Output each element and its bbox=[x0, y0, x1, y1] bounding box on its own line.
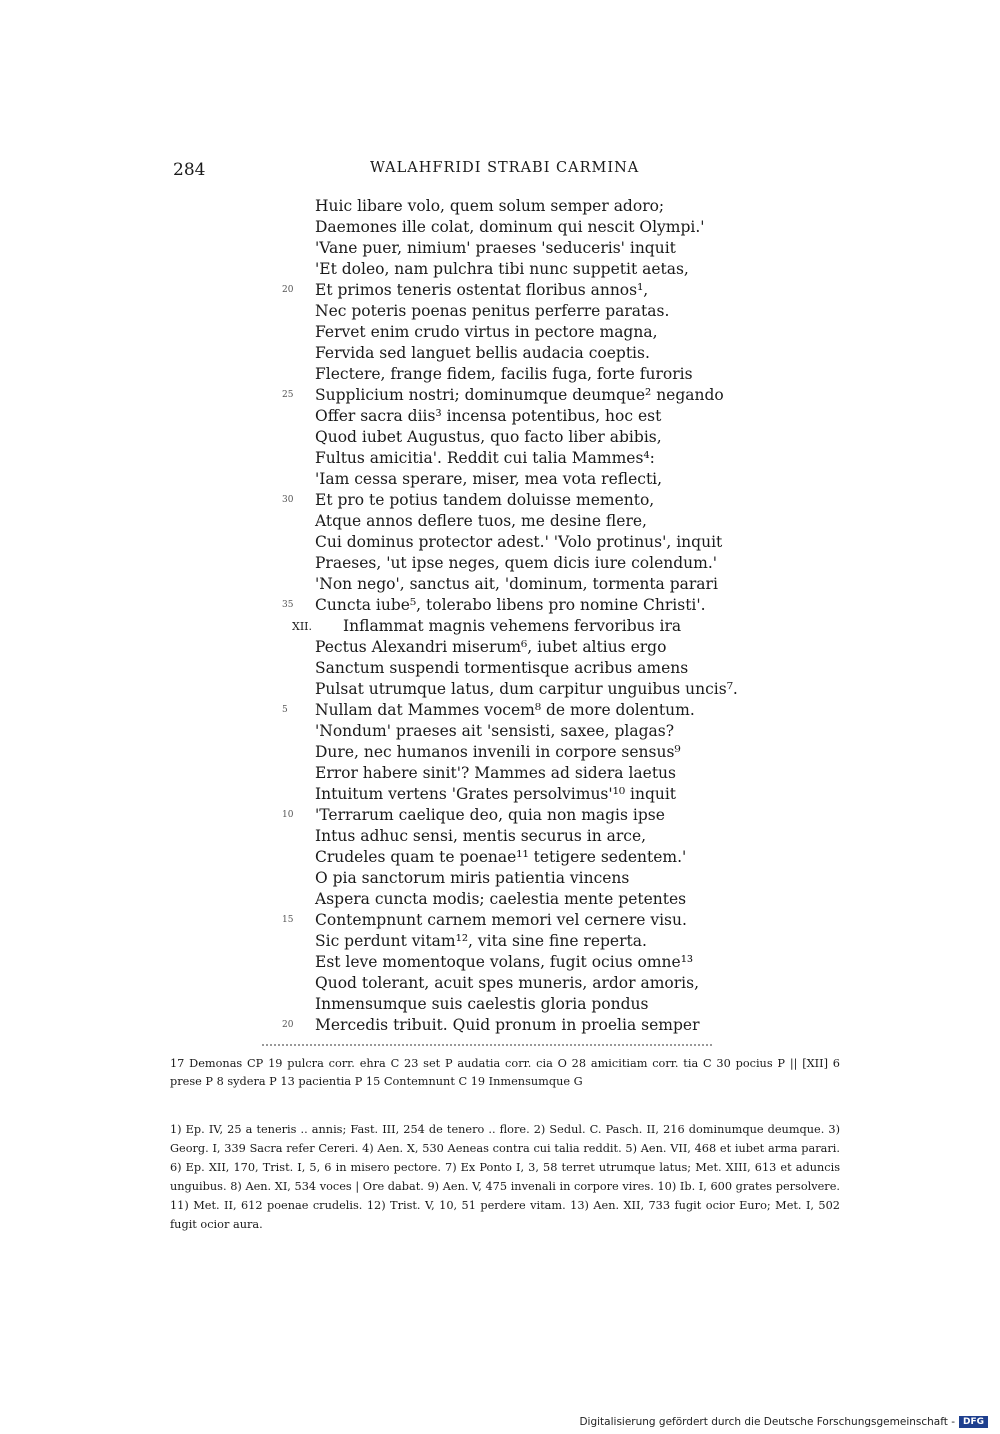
poem-line-text: Supplicium nostri; dominumque deumque² negando bbox=[315, 386, 724, 404]
poem-line bbox=[0, 343, 1000, 364]
line-number: 5 bbox=[282, 705, 288, 715]
poem-line-text: Flectere, frange fidem, facilis fuga, forte furoris bbox=[315, 365, 693, 383]
poem-line-text: O pia sanctorum miris patientia vincens bbox=[315, 869, 630, 887]
poem-line-text: Dure, nec humanos invenili in corpore sensus⁹ bbox=[315, 743, 681, 761]
line-number: 10 bbox=[282, 810, 294, 820]
poem-line-text: Et primos teneris ostentat floribus annos¹, bbox=[315, 281, 649, 299]
poem-line-text: Daemones ille colat, dominum qui nescit Olympi.' bbox=[315, 218, 705, 236]
poem-text bbox=[0, 196, 1000, 1036]
cut-off-line bbox=[262, 1044, 712, 1052]
line-number: 30 bbox=[282, 495, 294, 505]
poem-line-text: Intuitum vertens 'Grates persolvimus'¹⁰ inquit bbox=[315, 785, 677, 803]
poem-line-text: Pulsat utrumque latus, dum carpitur unguibus uncis⁷. bbox=[315, 680, 738, 698]
poem-line bbox=[0, 259, 1000, 280]
poem-line-text: Pectus Alexandri miserum⁶, iubet altius ergo bbox=[315, 638, 667, 656]
poem-line-text: Mercedis tribuit. Quid pronum in proelia semper bbox=[315, 1016, 700, 1034]
poem-line bbox=[0, 952, 1000, 973]
poem-line bbox=[0, 322, 1000, 343]
poem-line-text: Cuncta iube⁵, tolerabo libens pro nomine Christi'. bbox=[315, 596, 706, 614]
poem-line bbox=[0, 574, 1000, 595]
poem-line bbox=[0, 721, 1000, 742]
poem-line bbox=[0, 616, 1000, 637]
poem-line bbox=[0, 385, 1000, 406]
poem-line-text: 'Nondum' praeses ait 'sensisti, saxee, plagas? bbox=[315, 722, 674, 740]
poem-line bbox=[0, 406, 1000, 427]
poem-line-text: Et pro te potius tandem doluisse memento, bbox=[315, 491, 655, 509]
poem-line bbox=[0, 1015, 1000, 1036]
poem-line-text: Cui dominus protector adest.' 'Volo protinus', inquit bbox=[315, 533, 723, 551]
section-number: XII. bbox=[292, 620, 313, 633]
poem-line-text: Sic perdunt vitam¹², vita sine fine reperta. bbox=[315, 932, 647, 950]
poem-line bbox=[0, 994, 1000, 1015]
poem-line bbox=[0, 700, 1000, 721]
line-number: 20 bbox=[282, 285, 294, 295]
poem-line bbox=[0, 931, 1000, 952]
poem-line-text: Fultus amicitia'. Reddit cui talia Mammes⁴: bbox=[315, 449, 655, 467]
line-number: 35 bbox=[282, 600, 294, 610]
apparatus-entries: 17 Demonas CP 19 pulcra corr. ehra C 23 set P audatia corr. cia O 28 amicitiam corr. tia C 30 pocius P || [XII] 6 prese P 8 sydera P 13 pacientia P 15 Contemnunt C 19 Inmensumque G bbox=[170, 1057, 840, 1088]
poem-line bbox=[0, 364, 1000, 385]
poem-line-text: 'Non nego', sanctus ait, 'dominum, tormenta parari bbox=[315, 575, 718, 593]
poem-line bbox=[0, 658, 1000, 679]
dfg-credit bbox=[579, 1416, 988, 1428]
page-number: 284 bbox=[173, 160, 206, 180]
poem-line bbox=[0, 784, 1000, 805]
poem-line-text: Praeses, 'ut ipse neges, quem dicis iure colendum.' bbox=[315, 554, 718, 572]
poem-line-text: Nec poteris poenas penitus perferre paratas. bbox=[315, 302, 670, 320]
poem-line bbox=[0, 637, 1000, 658]
line-number: 15 bbox=[282, 915, 294, 925]
poem-line-text: Error habere sinit'? Mammes ad sidera laetus bbox=[315, 764, 676, 782]
footnotes bbox=[170, 1120, 840, 1234]
poem-line bbox=[0, 469, 1000, 490]
poem-line bbox=[0, 595, 1000, 616]
poem-line-text: Aspera cuncta modis; caelestia mente petentes bbox=[315, 890, 687, 908]
line-number: 25 bbox=[282, 390, 294, 400]
poem-line-text: 'Et doleo, nam pulchra tibi nunc suppetit aetas, bbox=[315, 260, 689, 278]
poem-line-text: Inflammat magnis vehemens fervoribus ira bbox=[343, 617, 682, 635]
dfg-credit-text: Digitalisierung gefördert durch die Deutsche Forschungsgemeinschaft - bbox=[579, 1416, 955, 1428]
running-title: WALAHFRIDI STRABI CARMINA bbox=[370, 160, 640, 176]
poem-line bbox=[0, 805, 1000, 826]
poem-line bbox=[0, 868, 1000, 889]
poem-line bbox=[0, 910, 1000, 931]
poem-line-text: Huic libare volo, quem solum semper adoro; bbox=[315, 197, 665, 215]
poem-line-text: Est leve momentoque volans, fugit ocius omne¹³ bbox=[315, 953, 694, 971]
poem-line-text: Offer sacra diis³ incensa potentibus, hoc est bbox=[315, 407, 662, 425]
poem-line bbox=[0, 217, 1000, 238]
poem-line-text: 'Iam cessa sperare, miser, mea vota reflecti, bbox=[315, 470, 663, 488]
poem-line bbox=[0, 301, 1000, 322]
poem-line bbox=[0, 763, 1000, 784]
poem-line bbox=[0, 742, 1000, 763]
poem-line bbox=[0, 238, 1000, 259]
critical-apparatus bbox=[170, 1055, 840, 1090]
poem-line-text: Inmensumque suis caelestis gloria pondus bbox=[315, 995, 649, 1013]
poem-line-text: 'Terrarum caelique deo, quia non magis ipse bbox=[315, 806, 665, 824]
poem-line-text: Quod tolerant, acuit spes muneris, ardor amoris, bbox=[315, 974, 699, 992]
poem-line bbox=[0, 973, 1000, 994]
line-number: 20 bbox=[282, 1020, 294, 1030]
poem-line-text: Fervida sed languet bellis audacia coeptis. bbox=[315, 344, 650, 362]
poem-line bbox=[0, 553, 1000, 574]
dfg-logo: DFG bbox=[959, 1416, 988, 1428]
poem-line-text: Nullam dat Mammes vocem⁸ de more dolentum. bbox=[315, 701, 695, 719]
poem-line bbox=[0, 679, 1000, 700]
poem-line bbox=[0, 889, 1000, 910]
poem-line-text: Intus adhuc sensi, mentis securus in arce, bbox=[315, 827, 647, 845]
poem-line bbox=[0, 196, 1000, 217]
poem-line bbox=[0, 826, 1000, 847]
poem-line-text: Crudeles quam te poenae¹¹ tetigere sedentem.' bbox=[315, 848, 687, 866]
poem-line-text: Contempnunt carnem memori vel cernere visu. bbox=[315, 911, 687, 929]
poem-line bbox=[0, 847, 1000, 868]
footnote-entries: 1) Ep. IV, 25 a teneris .. annis; Fast. III, 254 de tenero .. flore. 2) Sedul. C. Pasch. II, 216 dominumque deumque. 3) Georg. I, 339 Sacra refer Cereri. 4) Aen. X, 530 Aeneas contra cui talia reddit. 5) Aen. VII, 468 et iubet arma parari. 6) Ep. XII, 170, Trist. I, 5, 6 in misero pectore. 7) Ex Ponto I, 3, 58 terret utrumque latus; Met. XIII, 613 et aduncis unguibus. 8) Aen. XI, 534 voces | Ore dabat. 9) Aen. V, 475 invenali in corpore vires. 10) Ib. I, 600 grates persolvere. 11) Met. II, 612 poenae crudelis. 12) Trist. V, 10, 51 perdere vitam. 13) Aen. XII, 733 fugit ocior Euro; Met. I, 502 fugit ocior aura. bbox=[170, 1123, 840, 1231]
poem-line-text: Atque annos deflere tuos, me desine flere, bbox=[315, 512, 647, 530]
poem-line bbox=[0, 490, 1000, 511]
poem-line-text: 'Vane puer, nimium' praeses 'seduceris' inquit bbox=[315, 239, 676, 257]
poem-line bbox=[0, 280, 1000, 301]
poem-line-text: Quod iubet Augustus, quo facto liber abibis, bbox=[315, 428, 662, 446]
poem-line bbox=[0, 511, 1000, 532]
poem-line-text: Fervet enim crudo virtus in pectore magna, bbox=[315, 323, 658, 341]
poem-line bbox=[0, 427, 1000, 448]
poem-line bbox=[0, 448, 1000, 469]
poem-line-text: Sanctum suspendi tormentisque acribus amens bbox=[315, 659, 689, 677]
poem-line bbox=[0, 532, 1000, 553]
